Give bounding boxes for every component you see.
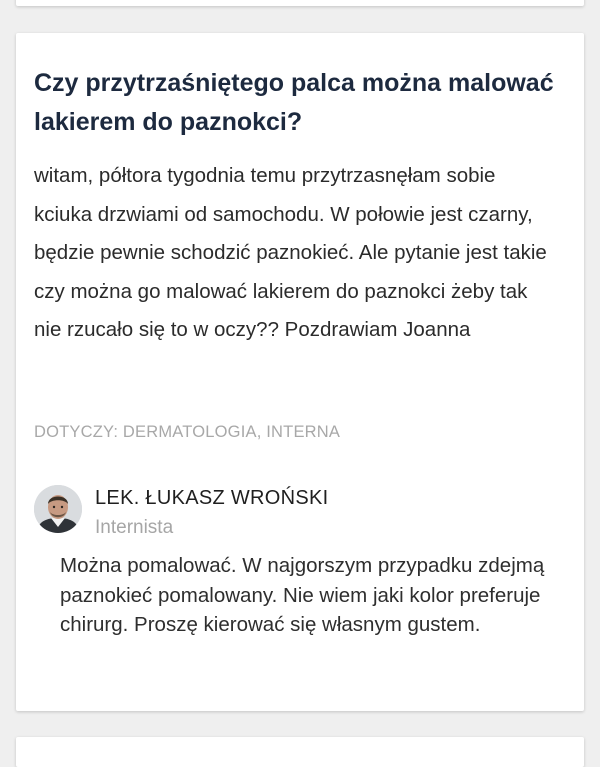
question-tags: DOTYCZY: DERMATOLOGIA, INTERNA xyxy=(34,423,341,441)
answer-text: Można pomalować. W najgorszym przypadku zdejmą paznokieć pomalowany. Nie wiem jaki kolor preferuje chirurg. Proszę kierować się własnym gustem. xyxy=(60,554,545,636)
question-body: witam, półtora tygodnia temu przytrzasnęłam sobie kciuka drzwiami od samochodu. W połowie jest czarny, będzie pewnie schodzić paznokieć. Ale pytanie jest takie czy można go malować lakierem do paznokci żeby tak nie rzucało się to w oczy?? Pozdrawiam Joanna xyxy=(34,164,547,341)
question-title[interactable]: Czy przytrzaśniętego palca można malować lakierem do paznokci? xyxy=(34,69,554,136)
doctor-avatar[interactable] xyxy=(34,485,82,533)
question-card xyxy=(16,33,584,711)
doctor-name[interactable]: LEK. ŁUKASZ WROŃSKI xyxy=(95,487,329,509)
next-card xyxy=(16,737,584,767)
doctor-specialty: Internista xyxy=(95,517,174,538)
previous-card xyxy=(16,0,584,6)
doctor-photo-icon xyxy=(34,485,82,533)
